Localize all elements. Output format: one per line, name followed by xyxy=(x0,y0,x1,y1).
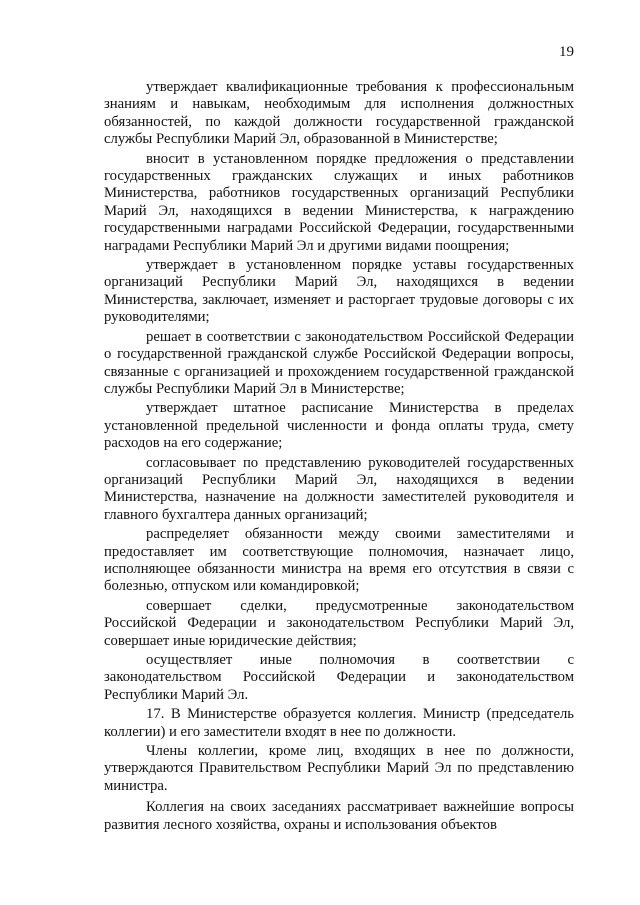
document-body xyxy=(104,79,574,836)
paragraph: осуществляет иные полномочия в соответствии с законодательством Российской Федерации и законодательством Республики Марий Эл. xyxy=(104,652,574,703)
paragraph: согласовывает по представлению руководителей государственных организаций Республики Марий Эл, находящихся в ведении Министерства, назначение на должности заместителей руководителя и главного бухгалтера данных организаций; xyxy=(104,454,574,523)
paragraph: 17. В Министерстве образуется коллегия. Министр (председатель коллегии) и его заместители входят в нее по должности. xyxy=(104,706,574,740)
paragraph: решает в соответствии с законодательством Российской Федерации о государственной гражданской службе Российской Федерации вопросы, связанные с организацией и прохождением государственной гражданской службы Республики Марий Эл в Министерстве; xyxy=(104,328,574,397)
paragraph: вносит в установленном порядке предложения о представлении государственных гражданских служащих и иных работников Министерства, работников государственных организаций Республики Марий Эл, находящихся в ведении Министерства, к награждению государственными наградами Российской Федерации, государственными наградами Республики Марий Эл и другими видами поощрения; xyxy=(104,150,574,254)
paragraph: утверждает в установленном порядке уставы государственных организаций Республики Марий Эл, находящихся в ведении Министерства, заключает, изменяет и расторгает трудовые договоры с их руководителями; xyxy=(104,257,574,326)
paragraph: совершает сделки, предусмотренные законодательством Российской Федерации и законодательством Республики Марий Эл, совершает иные юридические действия; xyxy=(104,597,574,649)
paragraph: Коллегия на своих заседаниях рассматривает важнейшие вопросы развития лесного хозяйства, охраны и использования объектов xyxy=(104,799,574,833)
page-number: 19 xyxy=(559,44,574,60)
paragraph: утверждает штатное расписание Министерства в пределах установленной предельной численности и фонда оплаты труда, смету расходов на его содержание; xyxy=(104,400,574,452)
paragraph: утверждает квалификационные требования к профессиональным знаниям и навыкам, необходимым для исполнения должностных обязанностей, по каждой должности государственной гражданской службы Республики Марий Эл, образованной в Министерстве; xyxy=(104,79,574,148)
paragraph: распределяет обязанности между своими заместителями и предоставляет им соответствующие полномочия, назначает лицо, исполняющее обязанности министра на время его отсутствия в связи с болезнью, отпуском или командировкой; xyxy=(104,526,574,595)
paragraph: Члены коллегии, кроме лиц, входящих в нее по должности, утверждаются Правительством Республики Марий Эл по представлению министра. xyxy=(104,743,574,794)
